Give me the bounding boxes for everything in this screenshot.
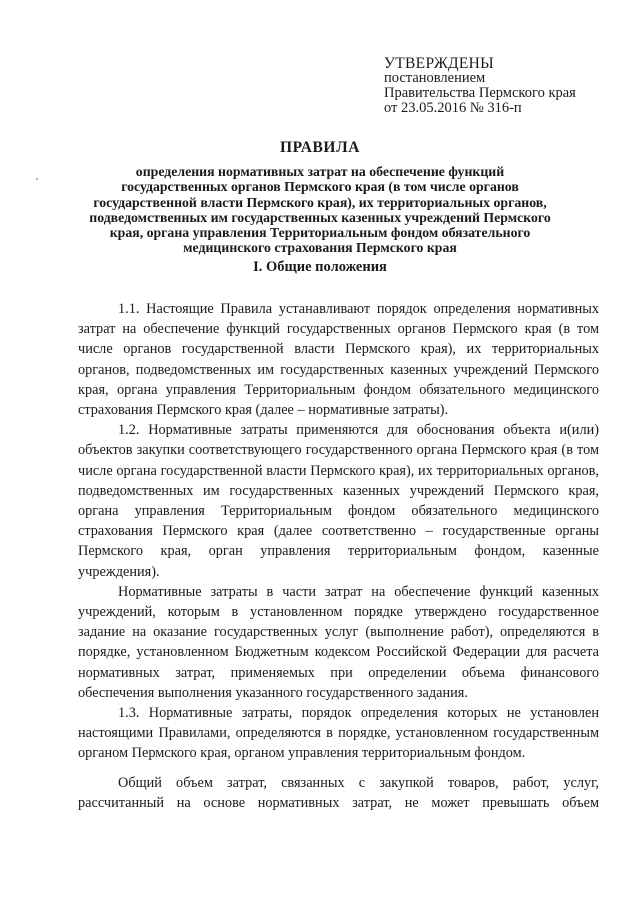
document-subtitle: определения нормативных затрат на обеспечение функций государственных органов Пермского края (в том числе органов государственной власти Пермского края), их территориальных органов, подведомственных им государственных казенных учреждений Пермского края, органа управления Территориальным фондом обязательного медицинского страхования Пермского края bbox=[89, 164, 551, 256]
paragraph-1-3: 1.3. Нормативные затраты, порядок определения которых не установлен настоящими Правилами, определяются в порядке, установленном государственным органом Пермского края, органом управления территориальным фондом. bbox=[78, 705, 599, 762]
approval-line: Правительства Пермского края bbox=[384, 85, 576, 101]
approval-heading: УТВЕРЖДЕНЫ bbox=[384, 55, 494, 72]
paragraph-normative-costs: Нормативные затраты в части затрат на обеспечение функций казенных учреждений, которым в установленном порядке утверждено государственное задание на оказание государственных услуг (выполнение работ), определяются в порядке, установленном Бюджетным кодексом Российской Федерации для расчета нормативных затрат, применяемых при определении объема финансового обеспечения выполнения указанного государственного задания. bbox=[78, 583, 599, 701]
approval-date-number: от 23.05.2016 № 316-п bbox=[384, 100, 522, 116]
approval-stamp bbox=[384, 56, 624, 116]
document-body bbox=[78, 299, 599, 813]
paragraph-1-1: 1.1. Настоящие Правила устанавливают порядок определения нормативных затрат на обеспечение функций государственных органов Пермского края (в том числе органов государственной власти Пермского края), их территориальных органов, подведомственных им государственных казенных учреждений Пермского края, органа управления Территориальным фондом обязательного медицинского страхования Пермского края (далее – нормативные затраты). bbox=[78, 301, 599, 419]
approval-line: постановлением bbox=[384, 70, 486, 86]
paragraph-total-costs: Общий объем затрат, связанных с закупкой товаров, работ, услуг, рассчитанный на основе нормативных затрат, не может превышать объем bbox=[78, 774, 599, 811]
document-title: ПРАВИЛА bbox=[279, 139, 361, 156]
scan-speck bbox=[36, 178, 38, 180]
section-heading: I. Общие положения bbox=[253, 259, 387, 275]
paragraph-1-2: 1.2. Нормативные затраты применяются для обоснования объекта и(или) объектов закупки соответствующего государственного органа Пермского края (в том числе органа государственной власти Пермского края), их территориальных органов, подведомственных им государственных казенных учреждений Пермского края, органа управления Территориальным фондом обязательного медицинского страхования Пермского края (далее соответственно – государственные органы Пермского края, орган управления территориальным фондом, казенные учреждения). bbox=[78, 422, 599, 580]
